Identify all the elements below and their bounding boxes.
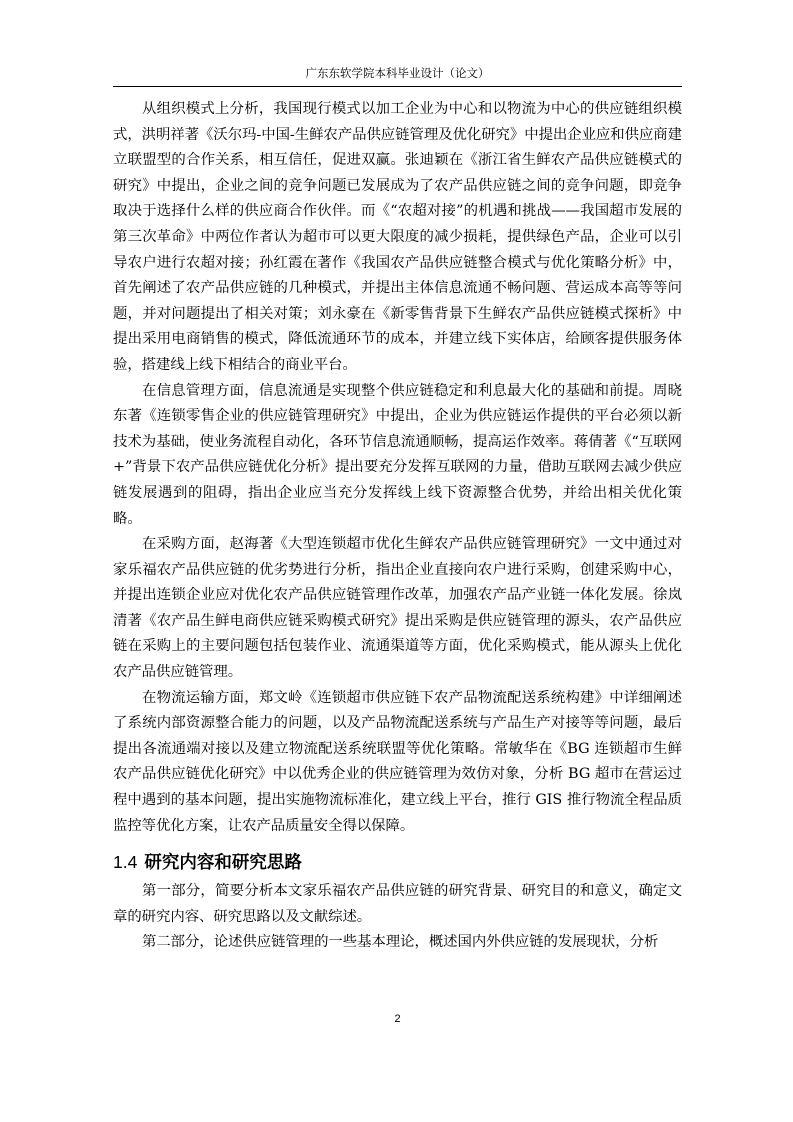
paragraph-part-one: 第一部分，简要分析本文家乐福农产品供应链的研究背景、研究目的和意义，确定文章的研究内容、研究思路以及文献综述。: [113, 883, 682, 925]
paragraph-information-management: 在信息管理方面，信息流通是实现整个供应链稳定和利息最大化的基础和前提。周晓东著《连锁零售企业的供应链管理研究》中提出，企业为供应链运作提供的平台必须以新技术为基础，使业务流程自动化，各环节信息流通顺畅，提高运作效率。蒋倩著《“互联网+”背景下农产品供应链优化分析》提出要充分发挥互联网的力量，借助互联网去减少供应链发展遇到的阻碍，指出企业应当充分发挥线上线下资源整合优势，并给出相关优化策略。: [113, 382, 682, 527]
body-text: [113, 97, 682, 956]
paragraph-organization-mode: 从组织模式上分析，我国现行模式以加工企业为中心和以物流为中心的供应链组织模式，洪明祥著《沃尔玛-中国-生鲜农产品供应链管理及优化研究》中提出企业应和供应商建立联盟型的合作关系，相互信任，促进双赢。张迪颖在《浙江省生鲜农产品供应链模式的研究》中提出，企业之间的竞争问题已发展成为了农产品供应链之间的竞争问题，即竞争取决于选择什么样的供应商合作伙伴。而《“农超对接”的机遇和挑战——我国超市发展的第三次革命》中两位作者认为超市可以更大限度的减少损耗，提供绿色产品，企业可以引导农户进行农超对接；孙红霞在著作《我国农产品供应链整合模式与优化策略分析》中，首先阐述了农产品供应链的几种模式，并提出主体信息流通不畅问题、营运成本高等等问题，并对问题提出了相关对策；刘永豪在《新零售背景下生鲜农产品供应链模式探析》中提出采用电商销售的模式，降低流通环节的成本，并建立线下实体店，给顾客提供服务体验，搭建线上线下相结合的商业平台。: [113, 101, 682, 373]
paragraph-part-two: 第二部分，论述供应链管理的一些基本理论，概述国内外供应链的发展现状，分析: [142, 934, 659, 951]
paragraph-procurement: 在采购方面，赵海著《大型连锁超市优化生鲜农产品供应链管理研究》一文中通过对家乐福农产品供应链的优劣势进行分析，指出企业直接向农户进行采购，创建采购中心，并提出连锁企业应对优化农产品供应链管理作改革，加强农产品产业链一体化发展。徐岚清著《农产品生鲜电商供应链采购模式研究》提出采购是供应链管理的源头，农产品供应链在采购上的主要问题包括包装作业、流通渠道等方面，优化采购模式，能从源头上优化农产品供应链管理。: [113, 536, 682, 681]
paragraph-logistics: 在物流运输方面，郑文岭《连锁超市供应链下农产品物流配送系统构建》中详细阐述了系统内部资源整合能力的问题，以及产品物流配送系统与产品生产对接等等问题，最后提出各流通端对接以及建立物流配送系统联盟等优化策略。常敏华在《BG 连锁超市生鲜农产品供应链优化研究》中以优秀企业的供应链管理为效仿对象，分析 BG 超市在营运过程中遇到的基本问题，提出实施物流标准化，建立线上平台，推行 GIS 推行物流全程品质监控等优化方案，让农产品质量安全得以保障。: [113, 689, 682, 834]
page-number: 2: [394, 1013, 401, 1025]
header-rule: [113, 86, 682, 87]
section-title: 研究内容和研究思路: [144, 853, 302, 874]
section-number: 1.4: [113, 852, 138, 873]
section-heading: [113, 845, 682, 879]
page-header: 广东东软学院本科毕业设计（论文）: [305, 66, 490, 80]
